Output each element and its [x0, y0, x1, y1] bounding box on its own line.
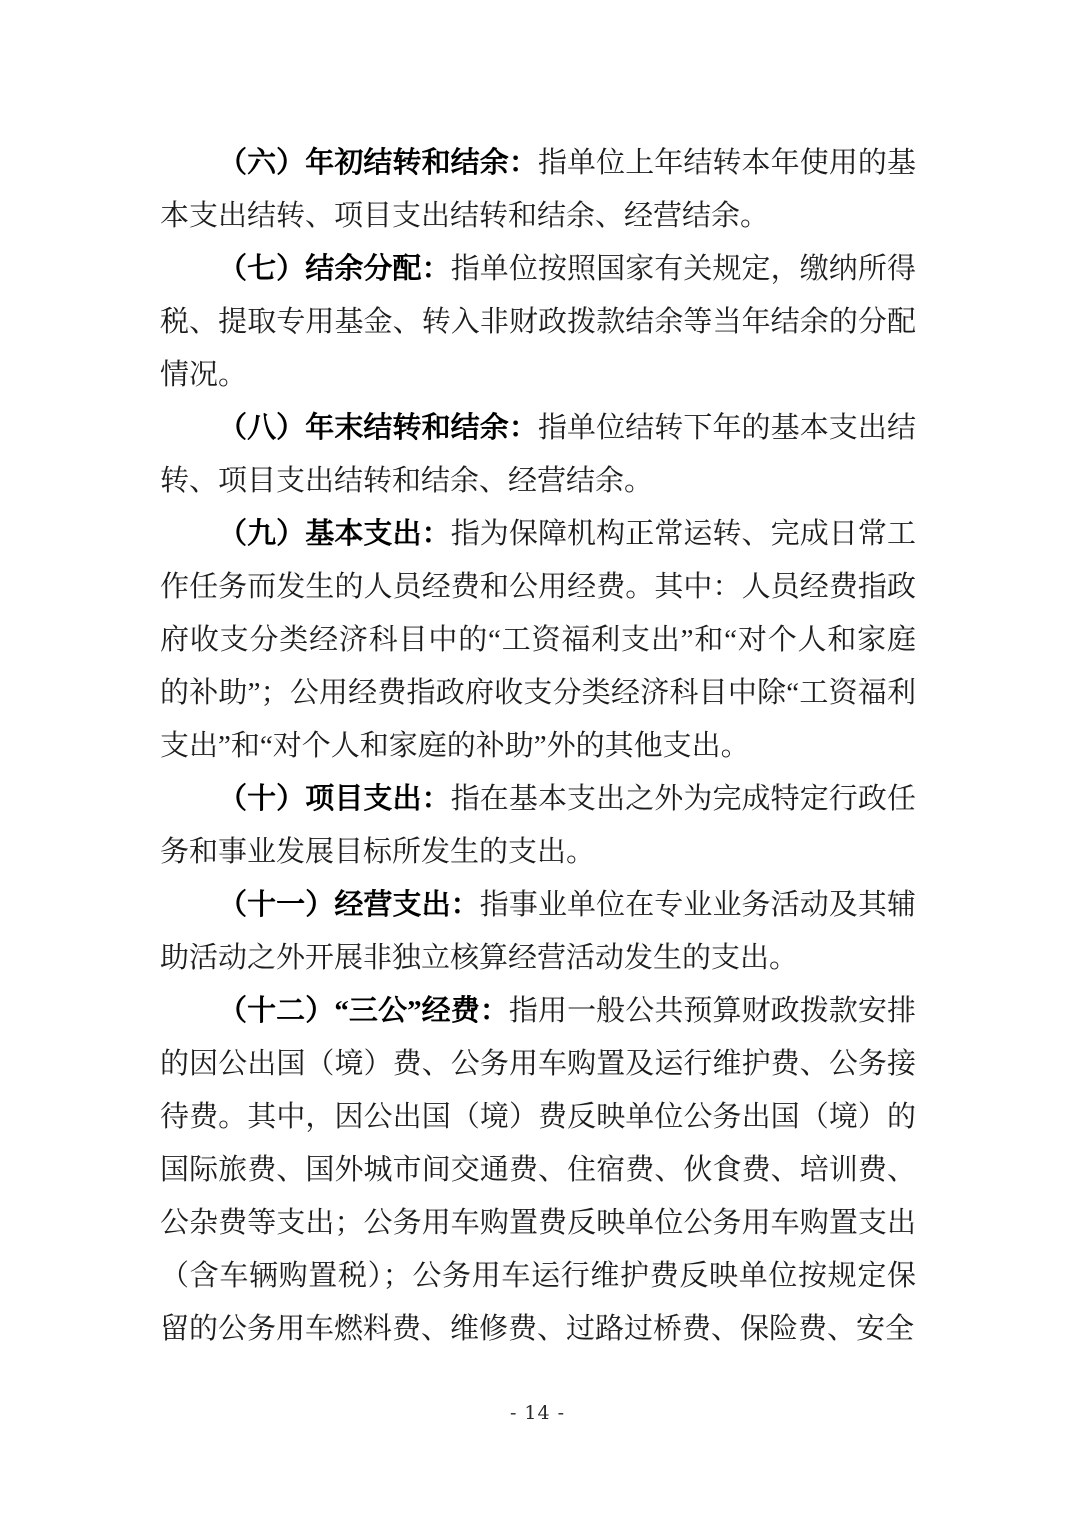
- page-number-footer: [0, 1402, 1075, 1424]
- paragraph-body: 指事业单位在专业业务活动及其辅助活动之外开展非独立核算经营活动发生的支出。: [160, 889, 916, 974]
- paragraph-body: 指单位按照国家有关规定，缴纳所得税、提取专用基金、转入非财政拨款结余等当年结余的分配情况。: [160, 253, 916, 391]
- paragraph-body: 指为保障机构正常运转、完成日常工作任务而发生的人员经费和公用经费。其中：人员经费指政府收支分类经济科目中的“工资福利支出”和“对个人和家庭的补助”；公用经费指政府收支分类经济科目中除“工资福利支出”和“对个人和家庭的补助”外的其他支出。: [160, 518, 916, 762]
- paragraph-lead: （八）年末结转和结余：: [218, 412, 538, 444]
- paragraph-lead: （十一）经营支出：: [218, 889, 480, 921]
- paragraph-item-6: [160, 137, 916, 243]
- text-content: [160, 137, 916, 1356]
- paragraph-lead: （七）结余分配：: [218, 253, 451, 285]
- paragraph-item-9: [160, 508, 916, 773]
- paragraph-lead: （十）项目支出：: [218, 783, 451, 815]
- paragraph-body: 指在基本支出之外为完成特定行政任务和事业发展目标所发生的支出。: [160, 783, 916, 868]
- paragraph-lead: （十二）“三公”经费：: [218, 995, 509, 1027]
- paragraph-item-12: [160, 985, 916, 1356]
- paragraph-lead: （六）年初结转和结余：: [218, 147, 538, 179]
- paragraph-body: 指单位结转下年的基本支出结转、项目支出结转和结余、经营结余。: [160, 412, 916, 497]
- page-number: - 14 -: [509, 1402, 566, 1424]
- paragraph-item-8: [160, 402, 916, 508]
- paragraph-item-11: [160, 879, 916, 985]
- paragraph-body: 指用一般公共预算财政拨款安排的因公出国（境）费、公务用车购置及运行维护费、公务接待费。其中，因公出国（境）费反映单位公务出国（境）的国际旅费、国外城市间交通费、住宿费、伙食费、培训费、公杂费等支出；公务用车购置费反映单位公务用车购置支出（含车辆购置税）；公务用车运行维护费反映单位按规定保留的公务用车燃料费、维修费、过路过桥费、保险费、安全: [160, 995, 916, 1345]
- paragraph-body: 指单位上年结转本年使用的基本支出结转、项目支出结转和结余、经营结余。: [160, 147, 916, 232]
- paragraph-item-7: [160, 243, 916, 402]
- paragraph-lead: （九）基本支出：: [218, 518, 451, 550]
- paragraph-item-10: [160, 773, 916, 879]
